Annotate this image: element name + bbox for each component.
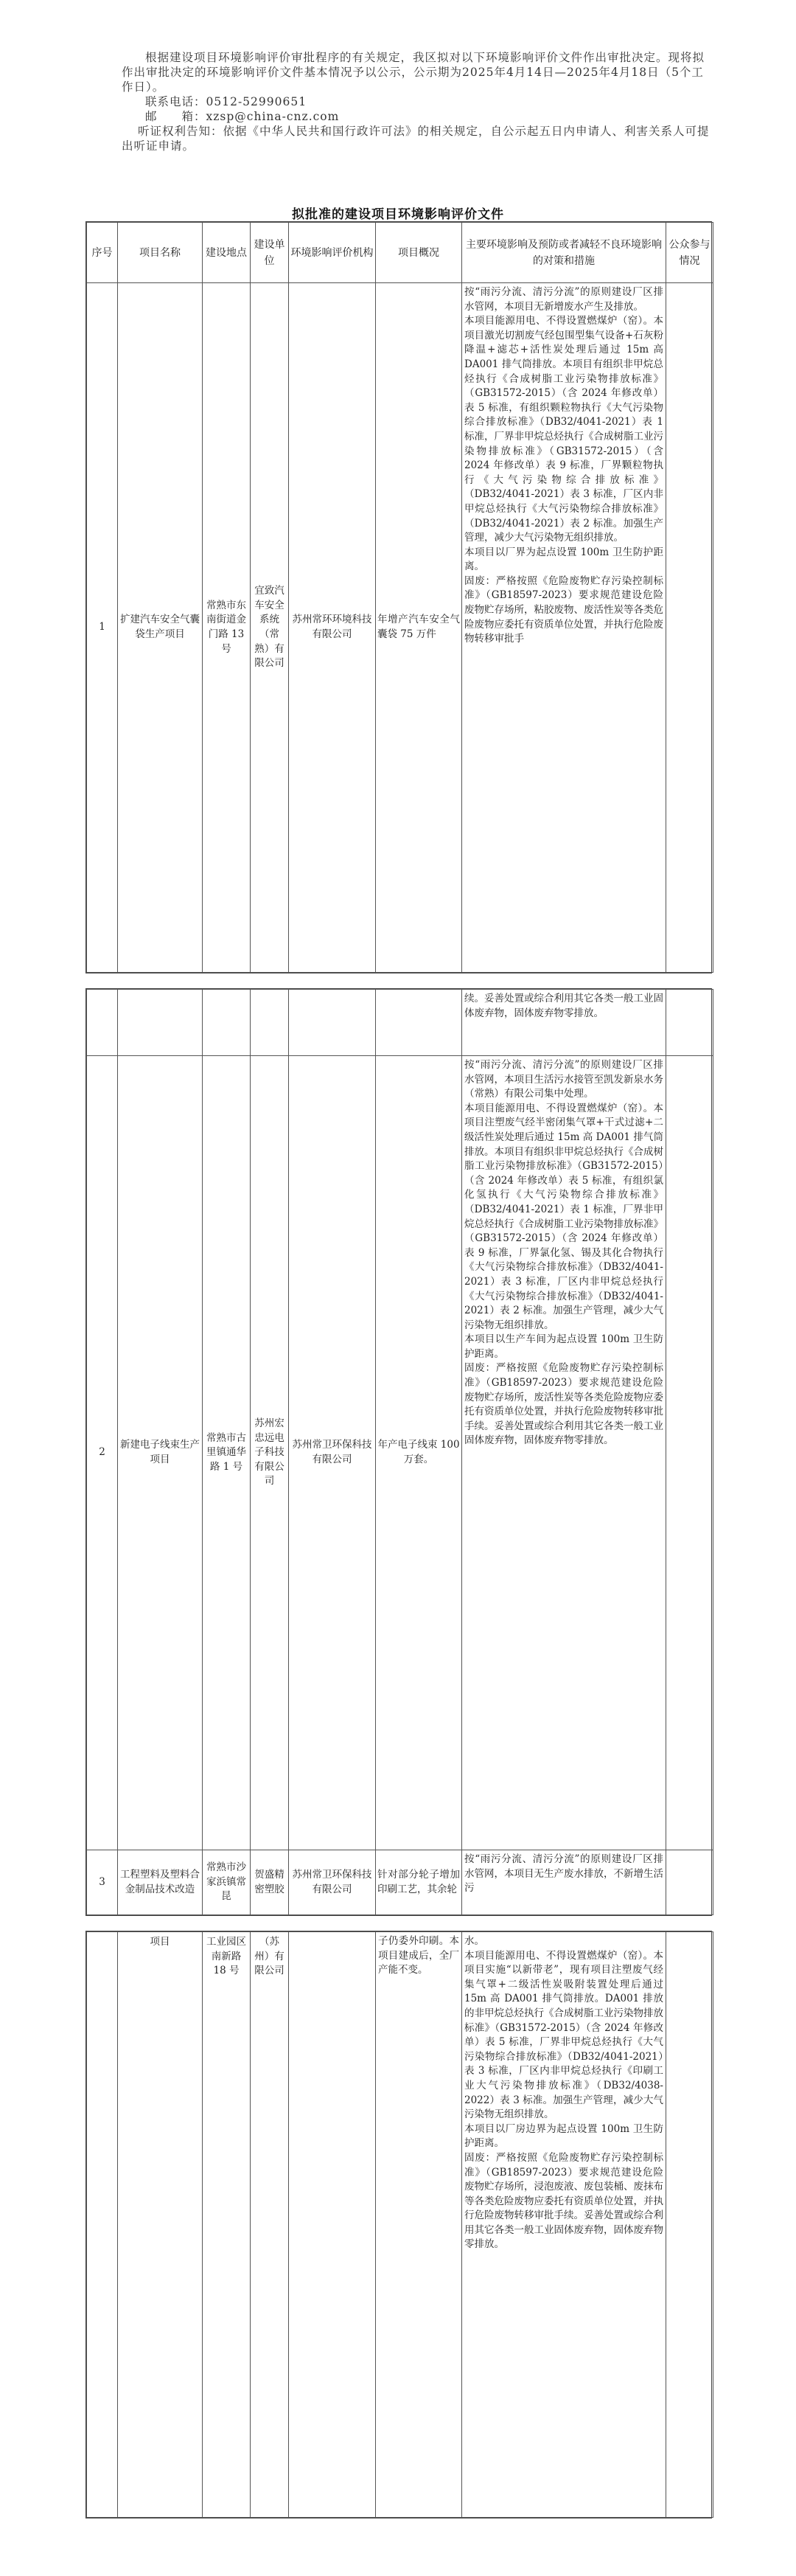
measure-air: 本项目能源用电、不得设置燃煤炉（窑）。本项目激光切割废气经包围型集气设备+石灰粉降温+滤芯+活性炭处理后通过 15m 高 DA001 排气筒排放。本项目有组织非甲烷总烃执行《合成树脂工业污染物排放标准》（GB31572-2015）（含 2024 年修改单）表 5 标准，有组织颗粒物执行《大气污染物综合排放标准》（DB32/4041-2021）表 1 标准，厂界非甲烷总烃执行《合成树脂工业污染物排放标准》（GB31572-2015）（含 2024 年修改单）表 9 标准，厂界颗粒物执行《大气污染物综合排放标准》（DB32/4041-2021）表 3 标准，厂区内非甲烷总烃执行《大气污染物综合排放标准》（DB32/4041-2021）表 2 标准。加强生产管理，减少大气污染物无组织排放。 (464, 315, 663, 544)
cell-agency: 苏州常卫环保科技有限公司 (289, 1850, 376, 1915)
eia-table (86, 1931, 713, 2518)
cell-location: 常熟市东南街道金门路 13 号 (203, 283, 251, 973)
cell-measures (462, 283, 666, 973)
cell-overview: 年增产汽车安全气囊袋 75 万件 (376, 283, 462, 973)
header-public: 公众参与情况 (666, 223, 713, 283)
header-no: 序号 (87, 223, 118, 283)
cell-public (666, 283, 713, 973)
cell-name: 工程塑料及塑料合金制品技术改造 (118, 1850, 203, 1915)
cell-no: 1 (87, 283, 118, 973)
cell-empty (289, 990, 376, 1056)
cell-location: 常熟市古里镇通华路 1 号 (203, 1056, 251, 1850)
cell-empty (251, 990, 289, 1056)
table-row-continued (87, 1932, 713, 2518)
contact-phone: 联系电话：0512-52990651 (145, 95, 307, 108)
intro-notice (122, 50, 711, 153)
cell-overview: 子仍委外印刷。本项目建成后，全厂产能不变。 (376, 1932, 462, 2518)
measure-wastewater: 按“雨污分流、清污分流”的原则建设厂区排水管网，本项目生活污水接管至凯发新泉水务（常熟）有限公司集中处理。 (464, 1059, 663, 1100)
table-segment-3 (85, 1931, 712, 2518)
table-row (87, 283, 713, 973)
cell-empty (118, 990, 203, 1056)
cell-unit: 贺盛精密塑胶 (251, 1850, 289, 1915)
table-title: 拟批准的建设项目环境影响评价文件 (292, 207, 504, 222)
header-unit: 建设单位 (251, 223, 289, 283)
header-measures: 主要环境影响及预防或者减轻不良环境影响的对策和措施 (462, 223, 666, 283)
header-name: 项目名称 (118, 223, 203, 283)
contact-email: 邮 箱：xzsp@china-cnz.com (145, 110, 340, 123)
measure-air: 本项目能源用电、不得设置燃煤炉（窑）。本项目实施“以新带老”，现有项目注塑废气经集气罩+二级活性炭吸附装置处理后通过 15m 高 DA001 排气筒排放。DA001 排放的非甲烷总烃执行《合成树脂工业污染物排放标准》（GB31572-2015）（含 2024 年修改单）表 5 标准，厂界非甲烷总烃执行《大气污染物综合排放标准》（DB32/4041-2021）表 3 标准，厂区内非甲烷总烃执行《印刷工业大气污染物排放标准》（DB32/4038-2022）表 3 标准。加强生产管理，减少大气污染物无组织排放。 (464, 1949, 663, 2121)
cell-name: 新建电子线束生产项目 (118, 1056, 203, 1850)
table-segment-2 (85, 988, 712, 1916)
cell-public (666, 1850, 713, 1915)
cell-no: 2 (87, 1056, 118, 1850)
cell-unit: 苏州宏忠远电子科技有限公司 (251, 1056, 289, 1850)
cell-no: 3 (87, 1850, 118, 1915)
cell-agency: 苏州常环环境科技有限公司 (289, 283, 376, 973)
cell-agency (289, 1932, 376, 2518)
header-agency: 环境影响评价机构 (289, 223, 376, 283)
measure-solid-waste: 固废：严格按照《危险废物贮存污染控制标准》（GB18597-2023）要求规范建设危险废物贮存场所，粘胶废物、废活性炭等各类危险废物应委托有资质单位处置，并执行危险废物转移审批手 (464, 574, 663, 645)
measure-air: 本项目能源用电、不得设置燃煤炉（窑）。本项目注塑废气经半密闭集气罩+干式过滤+二级活性炭处理后通过 15m 高 DA001 排气筒排放。本项目有组织非甲烷总烃执行《合成树脂工业污染物排放标准》（GB31572-2015）（含 2024 年修改单）表 5 标准，有组织氯化氢执行《大气污染物综合排放标准》（DB32/4041-2021）表 1 标准，厂界非甲烷总烃执行《合成树脂工业污染物排放标准》（GB31572-2015）（含 2024 年修改单）表 9 标准，厂界氯化氢、锡及其化合物执行《大气污染物综合排放标准》（DB32/4041-2021）表 3 标准，厂区内非甲烷总烃执行《大气污染物综合排放标准》（DB32/4041-2021）表 2 标准。加强生产管理，减少大气污染物无组织排放。 (464, 1102, 663, 1331)
table-row (87, 1056, 713, 1850)
cell-agency: 苏州常卫环保科技有限公司 (289, 1056, 376, 1850)
hearing-notice: 听证权利告知：依据《中华人民共和国行政许可法》的相关规定，自公示起五日内申请人、利害关系人可提出听证申请。 (122, 125, 710, 153)
header-overview: 项目概况 (376, 223, 462, 283)
table-row (87, 1850, 713, 1915)
measure-distance: 本项目以生产车间为起点设置 100m 卫生防护距离。 (464, 1333, 663, 1360)
measure-solid-waste: 固废：严格按照《危险废物贮存污染控制标准》（GB18597-2023）要求规范建设危险废物贮存场所，浸泡废液、废包装桶、废抹布等各类危险废物应委托有资质单位处置，并执行危险废物转移审批手续。妥善处置或综合利用其它各类一般工业固体废弃物，固体废弃物零排放。 (464, 2151, 663, 2251)
measure-distance: 本项目以厂房边界为起点设置 100m 卫生防护距离。 (464, 2122, 663, 2150)
cell-unit: 宜致汽车安全系统（常熟）有限公司 (251, 283, 289, 973)
table-segment-1 (85, 221, 712, 973)
cell-measures (462, 1056, 666, 1850)
header-location: 建设地点 (203, 223, 251, 283)
cell-empty (87, 990, 118, 1056)
cell-name: 扩建汽车安全气囊袋生产项目 (118, 283, 203, 973)
cell-public (666, 1056, 713, 1850)
cell-measures: 按“雨污分流、清污分流”的原则建设厂区排水管网，本项目无生产废水排放，不新增生活污 (462, 1850, 666, 1915)
measure-distance: 本项目以厂界为起点设置 100m 卫生防护距离。 (464, 546, 663, 573)
cell-unit: （苏州）有限公司 (251, 1932, 289, 2518)
cell-overview: 针对部分轮子增加印刷工艺，其余轮 (376, 1850, 462, 1915)
eia-table (86, 222, 713, 973)
cell-name: 项目 (118, 1932, 203, 2518)
table-header-row (87, 223, 713, 283)
cell-public (666, 1932, 713, 2518)
cell-measures: 续。妥善处置或综合利用其它各类一般工业固体废弃物，固体废弃物零排放。 (462, 990, 666, 1056)
measure-wastewater: 按“雨污分流、清污分流”的原则建设厂区排水管网，本项目无新增废水产生及排放。 (464, 286, 663, 313)
measure-wastewater-cont: 水。 (464, 1935, 484, 1947)
cell-empty (87, 1932, 118, 2518)
cell-location: 常熟市沙家浜镇常昆 (203, 1850, 251, 1915)
cell-location: 工业园区南新路 18 号 (203, 1932, 251, 2518)
cell-empty (376, 990, 462, 1056)
cell-empty (203, 990, 251, 1056)
cell-overview: 年产电子线束 100 万套。 (376, 1056, 462, 1850)
cell-measures (462, 1932, 666, 2518)
measure-solid-waste: 固废：严格按照《危险废物贮存污染控制标准》（GB18597-2023）要求规范建设危险废物贮存场所，废活性炭等各类危险废物应委托有资质单位处置，并执行危险废物转移审批手续。妥善处置或综合利用其它各类一般工业固体废弃物，固体废弃物零排放。 (464, 1362, 663, 1447)
intro-paragraph: 根据建设项目环境影响评价审批程序的有关规定，我区拟对以下环境影响评价文件作出审批决定。现将拟作出审批决定的环境影响评价文件基本情况予以公示，公示期为2025年4月14日—2025年4月18日（5个工作日）。 (122, 51, 705, 94)
cell-public (666, 990, 713, 1056)
table-row-continued (87, 990, 713, 1056)
eia-table (86, 989, 713, 1915)
